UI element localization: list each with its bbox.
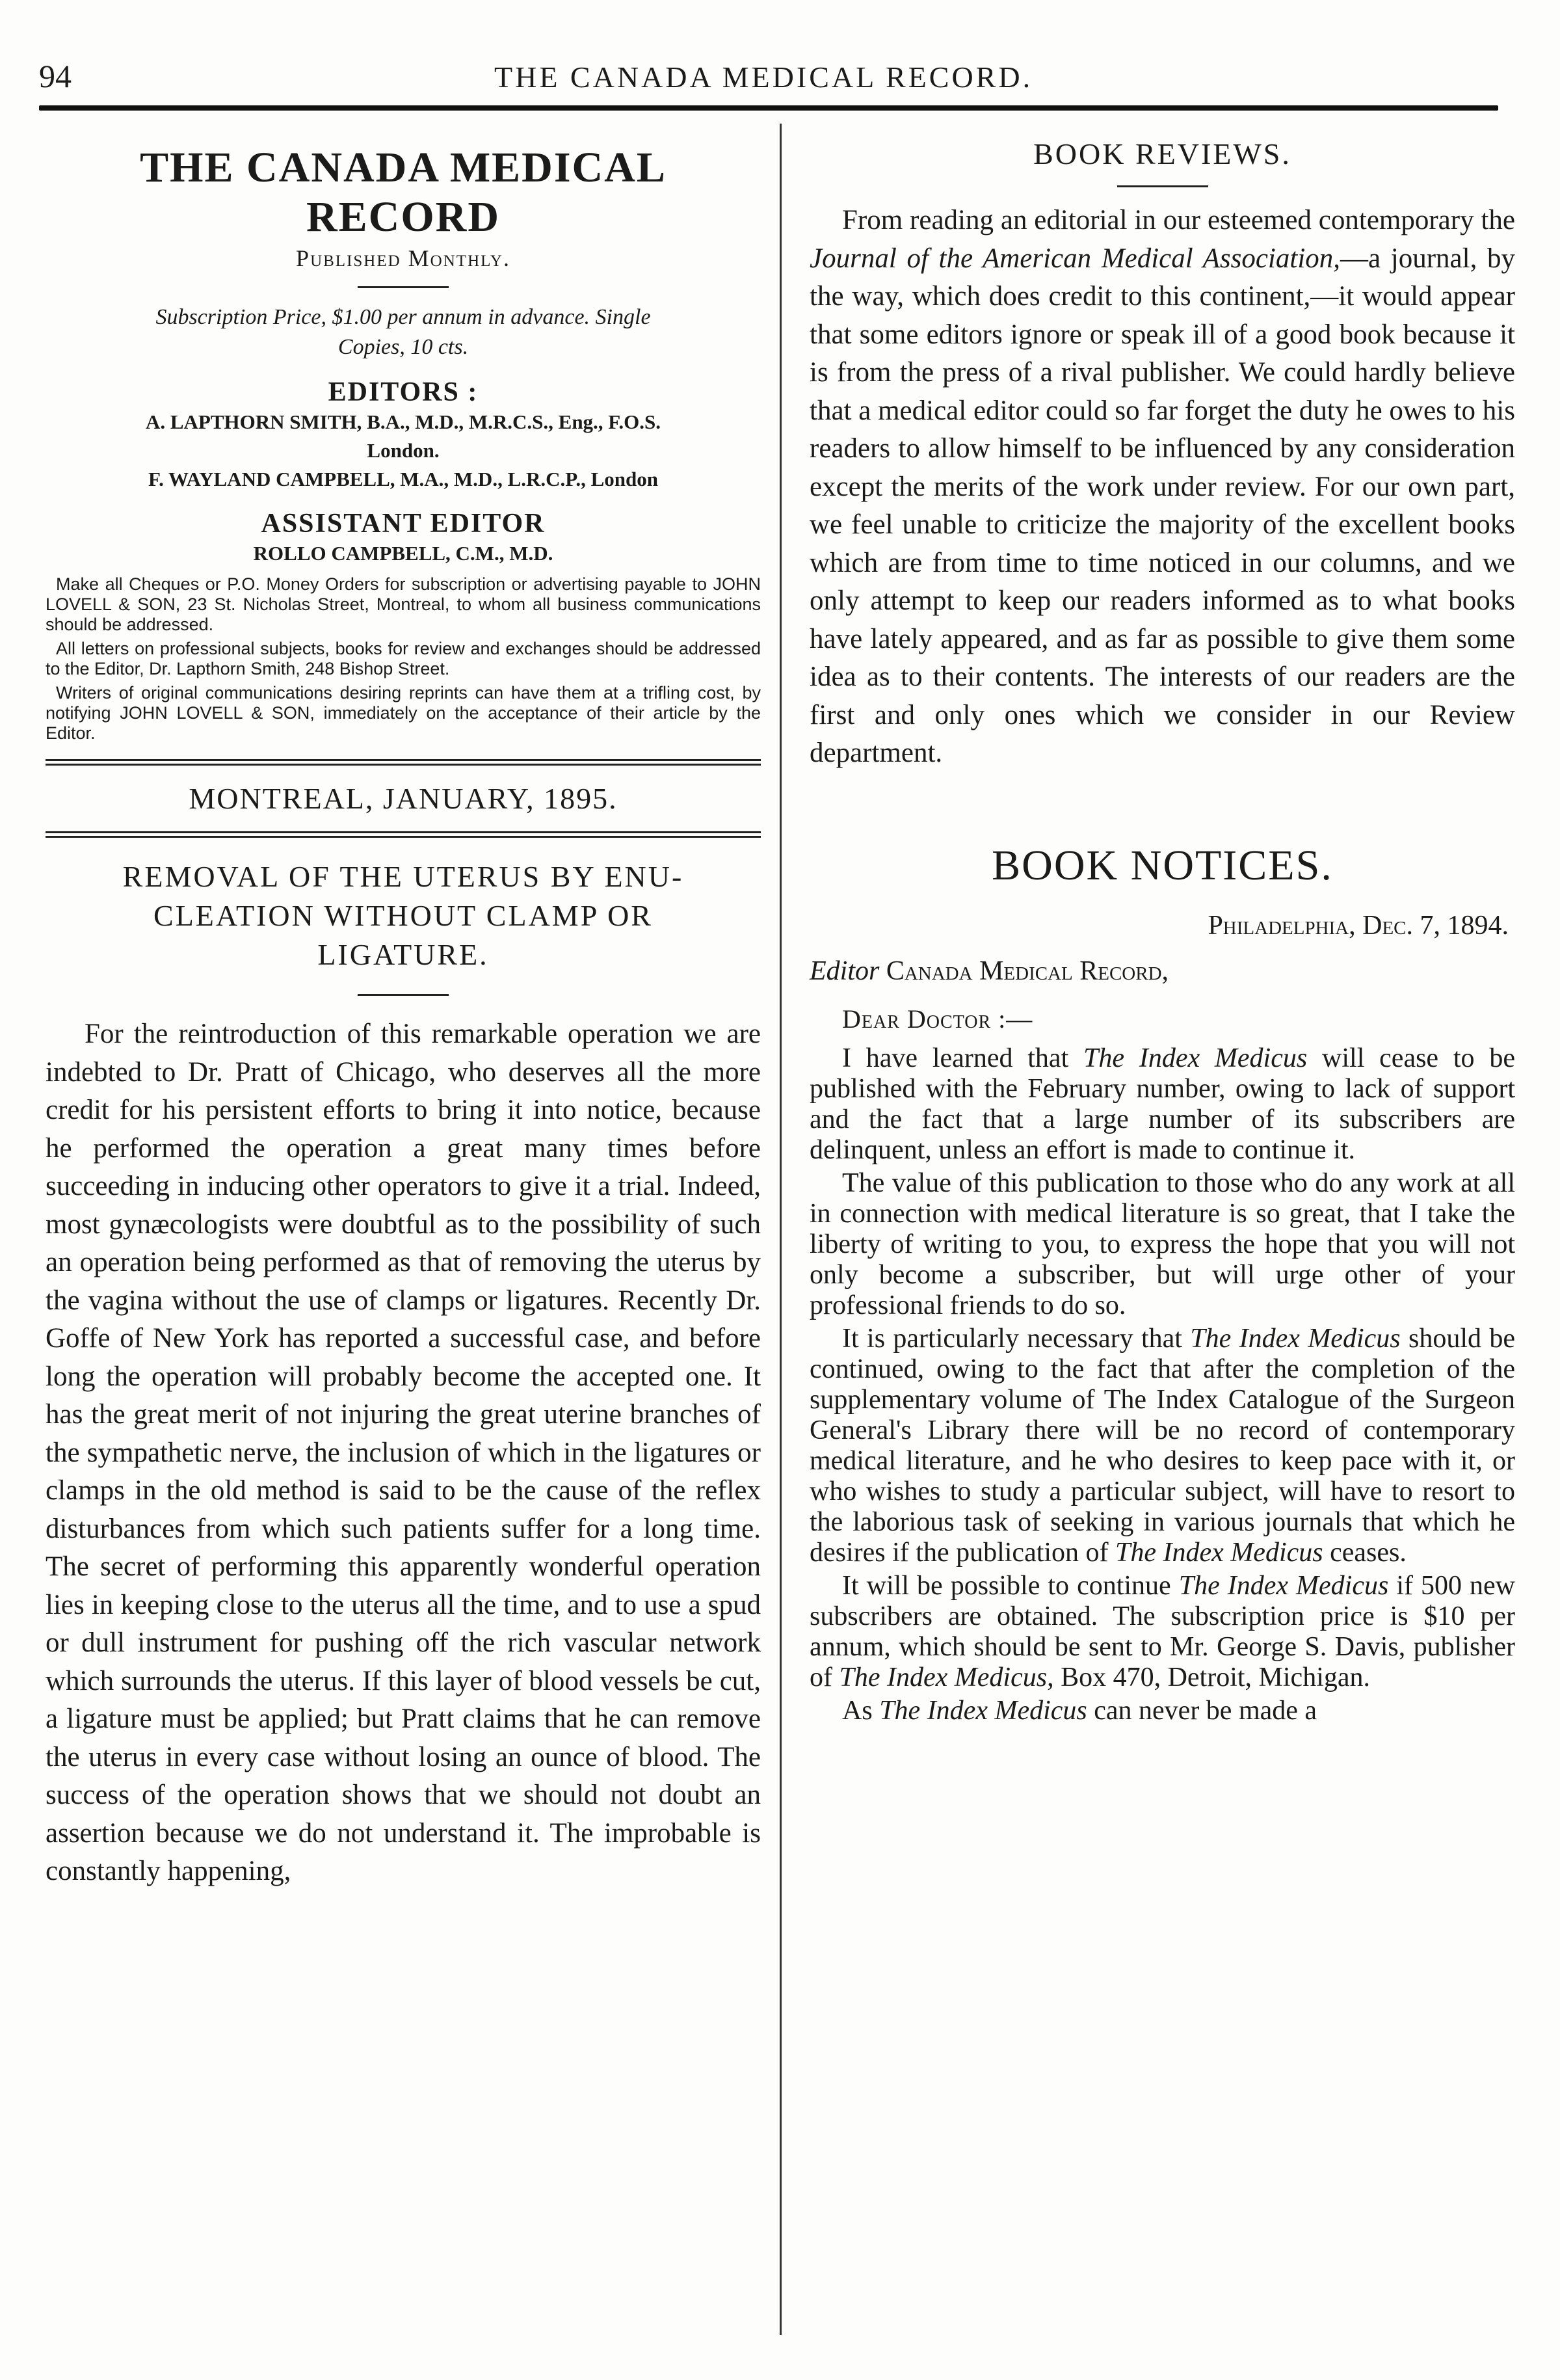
page-number: 94 (39, 58, 72, 94)
text-run: ceases. (1323, 1537, 1407, 1568)
text-run: should be continued, owing to the fact that after the completion of the supplementary volume of The Index Catalogue of the Surgeon General's Library there will be no record of contemporary medical literature, and he who desires to keep pace with it, or who wishes to study a particular subject, will have to resort to the laborious task of seeking in various journals that which he desires if the publication of (810, 1323, 1516, 1568)
index-medicus-title: The Index Medicus (1190, 1323, 1401, 1354)
article-rule (358, 994, 449, 996)
index-medicus-title: The Index Medicus (879, 1695, 1087, 1726)
notice-reprints: Writers of original communications desiring reprints can have them at a trifling cost, by notifying JOHN LOVELL & SON, immediately on the acceptance of their article by the Editor. (46, 683, 761, 743)
text-run: It will be possible to continue (842, 1570, 1179, 1601)
editors-heading: EDITORS : (328, 377, 479, 407)
editor-2: F. WAYLAND CAMPBELL, M.A., M.D., L.R.C.P., London (148, 468, 659, 490)
book-reviews-heading: BOOK REVIEWS. (1033, 137, 1291, 170)
dateline-rule-bottom (46, 831, 761, 838)
text-run: It is particularly necessary that (842, 1323, 1191, 1354)
article-title-line-1: REMOVAL OF THE UTERUS BY ENU- (122, 860, 684, 893)
article-title (46, 857, 761, 974)
book-reviews-rule (1117, 185, 1208, 187)
book-reviews-text-b: —a journal, by the way, which does credit to this continent,—it would appear that some editors ignore or speak ill of a good book because it is from the press of a rival publisher. We could hardly believe that a medical editor could so far forget the duty he owes to his readers to allow himself to be influenced by any consideration except the merits of the work under review. For our own part, we feel unable to criticize the majority of the excellent books which are from time to time noticed in our columns, and we only attempt to keep our readers informed as to what books have lately appeared, and as far as possible to give them some idea as to their contents. The interests of our readers are the first and only ones which we consider in our Review department. (810, 243, 1515, 768)
journal-title: Journal of the American Medical Association, (810, 243, 1341, 274)
masthead-title: THE CANADA MEDICAL RECORD (140, 144, 667, 241)
text-run: will cease to be published with the February number, owing to lack of support and the fact that a large number of its subscribers are delinquent, unless an effort is made to continue it. (810, 1043, 1515, 1165)
subscription-line-1: Subscription Price, $1.00 per annum in advance. Single (155, 305, 651, 329)
letter-paragraph-4 (810, 1571, 1515, 1693)
article-paragraph: For the reintroduction of this remarkable operation we are indebted to Dr. Pratt of Chicago, who deserves all the more credit for his persistent efforts to bring it into notice, because he performed the operation a great many times before succeeding in inducing other operators to give it a trial. Indeed, most gynæcologists were doubtful as to the possibility of such an operation being performed as that of removing the uterus by the vagina without the use of clamps or ligatures. Recently Dr. Goffe of New York has reported a successful case, and before long the operation will probably become the accepted one. It has the great merit of not injuring the great uterine branches of the sympathetic nerve, the inclusion of which in the ligatures or clamps in the old method is said to be the cause of the reflex disturbances from which such patients suffer for a long time. The secret of performing this apparently wonderful operation lies in keeping close to the uterus all the time, and to use a spud or dull instrument for pushing off the rich vascular network which surrounds the uterus. If this layer of blood vessels be cut, a ligature must be applied; but Pratt claims that he can remove the uterus in every case without losing an ounce of blood. The success of the operation shows that we should not doubt an assertion because we do not understand it. The improbable is constantly happening, (46, 1019, 761, 1886)
text-run: can never be made a (1087, 1695, 1317, 1726)
article-title-line-2: CLEATION WITHOUT CLAMP OR (153, 899, 653, 932)
addressee-journal: Canada Medical Record, (879, 956, 1169, 986)
dateline-rule-top (46, 759, 761, 766)
running-head (39, 57, 1521, 103)
index-medicus-title: The Index Medicus (1115, 1537, 1323, 1568)
editor-1-line-1: A. LAPTHORN SMITH, B.A., M.D., M.R.C.S., Eng., F.O.S. (145, 410, 661, 433)
assistant-editor: ROLLO CAMPBELL, C.M., M.D. (253, 542, 553, 565)
index-medicus-title: The Index Medicus (839, 1662, 1048, 1692)
index-medicus-title: The Index Medicus (1178, 1570, 1389, 1601)
letter-addressee (810, 956, 1515, 987)
letter-body (810, 1043, 1515, 1726)
right-column (810, 130, 1515, 1729)
masthead-rule (358, 286, 449, 288)
text-run: As (842, 1695, 880, 1726)
masthead (46, 143, 761, 743)
masthead-notices (46, 574, 761, 743)
book-reviews-paragraph (810, 202, 1515, 773)
editor-1-line-2: London. (367, 439, 440, 462)
masthead-subtitle: Published Monthly. (296, 245, 510, 271)
letter-paragraph-5 (810, 1696, 1515, 1726)
issue-dateline: MONTREAL, JANUARY, 1895. (189, 782, 618, 815)
subscription-line-2: Copies, 10 cts. (337, 335, 469, 359)
assistant-editor-heading: ASSISTANT EDITOR (261, 509, 546, 539)
addressee-editor: Editor (810, 956, 880, 986)
text-run: I have learned that (842, 1043, 1084, 1073)
letter-paragraph-1 (810, 1043, 1515, 1166)
text-run: , Box 470, Detroit, Michigan. (1047, 1662, 1371, 1692)
letter-salutation: Dear Doctor :— (842, 1004, 1033, 1034)
book-reviews-body (810, 202, 1515, 773)
article-title-line-3: LIGATURE. (317, 938, 489, 971)
letter-paragraph-2: The value of this publication to those who do any work at all in connection with medical literature is so great, that I take the liberty of writing to you, to express the hope that you will not only become a subscriber, but will urge other of your professional friends to do so. (810, 1168, 1515, 1320)
article-body (46, 1015, 761, 1891)
book-reviews-text-a: From reading an editorial in our esteemed contemporary the (842, 205, 1515, 235)
running-title: THE CANADA MEDICAL RECORD. (494, 60, 1033, 94)
book-notices-heading: BOOK NOTICES. (992, 841, 1333, 889)
subscription-info (46, 302, 761, 362)
index-medicus-title: The Index Medicus (1083, 1043, 1308, 1073)
header-rule (39, 105, 1498, 111)
letter-paragraph-3 (810, 1324, 1515, 1568)
left-column (46, 130, 761, 1891)
column-divider (780, 124, 782, 2335)
letter-dateline: Philadelphia, Dec. 7, 1894. (1208, 910, 1509, 941)
notice-cheques: Make all Cheques or P.O. Money Orders for subscription or advertising payable to JOHN LOVELL & SON, 23 St. Nicholas Street, Montreal, to whom all business communications should be addressed. (46, 574, 761, 634)
text-run: if 500 new subscribers are obtained. The subscription price is $10 per annum, which should be sent to Mr. George S. Davis, publisher of (810, 1570, 1515, 1692)
notice-letters: All letters on professional subjects, books for review and exchanges should be addressed to the Editor, Dr. Lapthorn Smith, 248 Bishop Street. (46, 639, 761, 678)
